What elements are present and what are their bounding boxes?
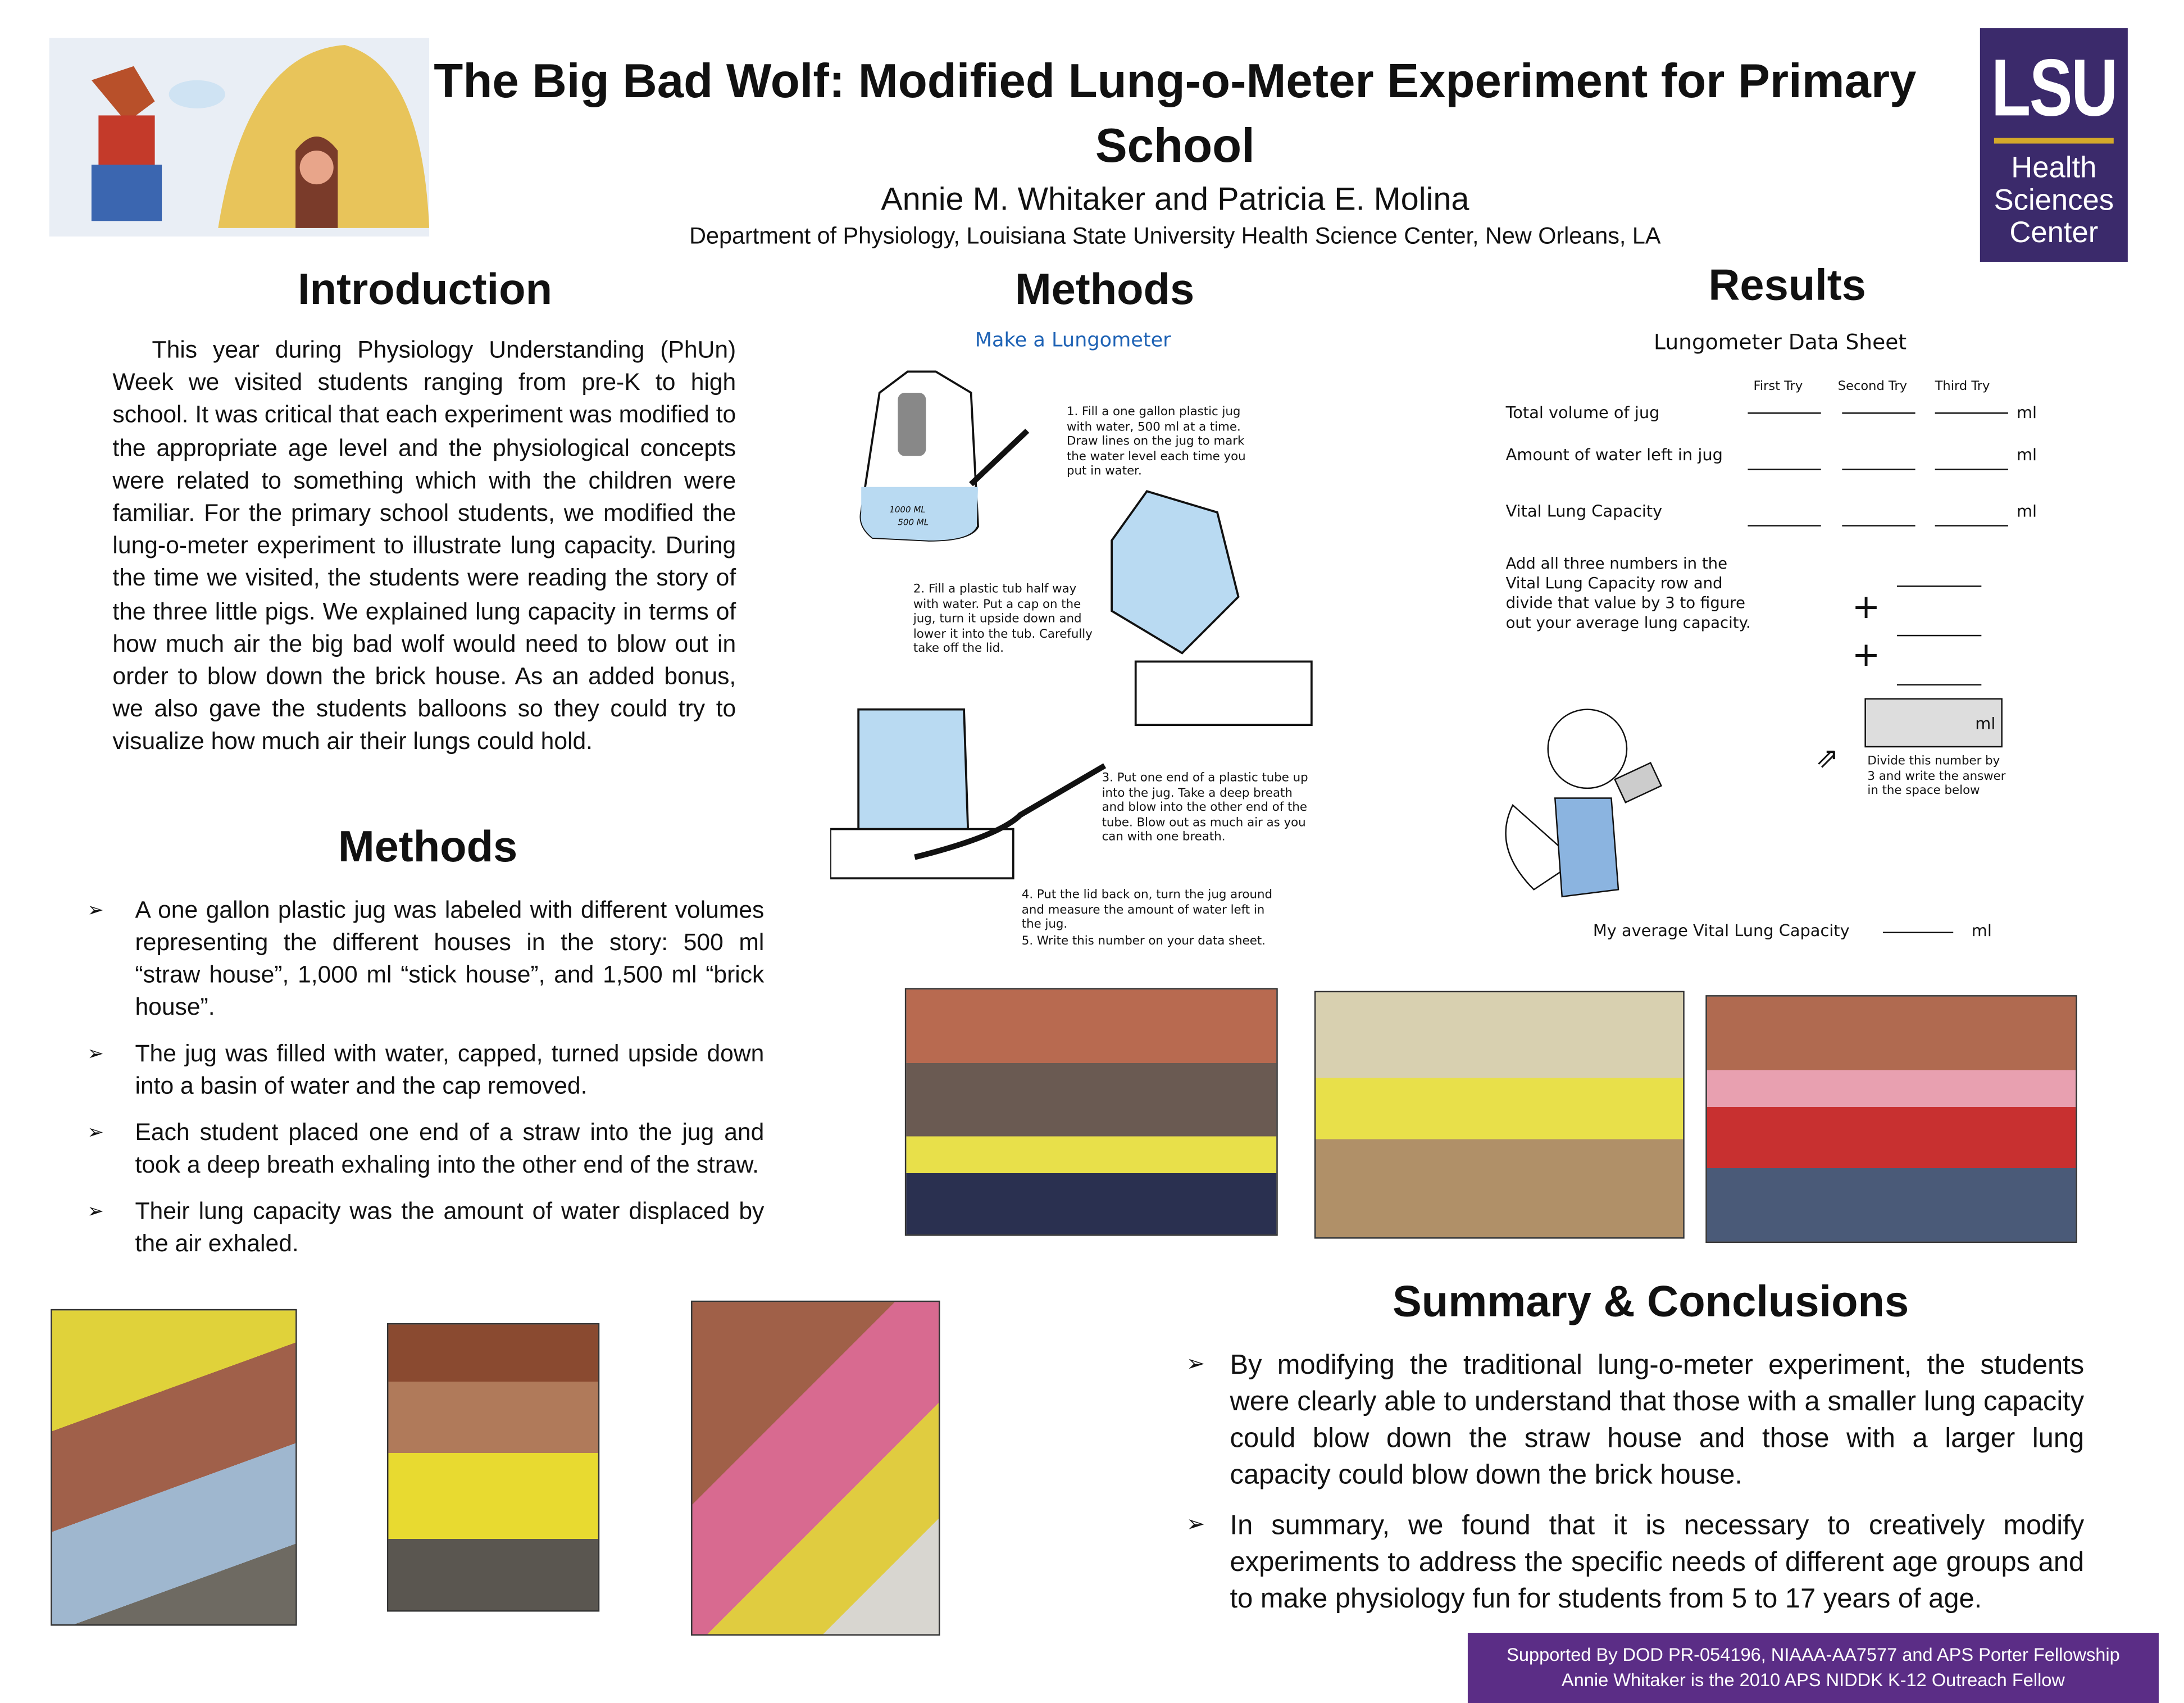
photo-presenter-with-jugs	[387, 1323, 599, 1612]
summary-bullet: ➢ By modifying the traditional lung-o-meter experiment, the students were clearly able to understand that those with a smaller lung capacity could blow down the straw house and those with a larger lung capacity could blow down the brick house.	[1186, 1347, 2084, 1493]
arrow-bullet-icon: ➢	[1186, 1513, 1205, 1537]
lungometer-diagram	[830, 329, 1316, 957]
column-first-try: First Try	[1753, 380, 1803, 394]
arrow-bullet-icon: ➢	[87, 898, 104, 921]
squirrel-illustration	[1492, 664, 1689, 910]
introduction-heading: Introduction	[298, 264, 553, 314]
photo-children-with-balloons	[905, 988, 1278, 1236]
introduction-body: This year during Physiology Understanding (PhUn) Week we visited students ranging from pre-K to high school. It was critical that each experiment was modified to the appropriate age level and the physiological concepts were related to something which with the children were familiar. For the primary school students, we modified the lung-o-meter experiment to illustrate lung capacity. During the time we visited, the students were reading the story of the three little pigs. We explained lung capacity in terms of how much air the big bad wolf would need to blow out in order to blow down the brick house. As an added bonus, we also gave the students balloons so they could try to visualize how much air their lungs could hold.	[112, 336, 736, 755]
summary-heading: Summary & Conclusions	[1392, 1277, 1909, 1326]
fellowship-line: Annie Whitaker is the 2010 APS NIDDK K-12 Outreach Fellow	[1561, 1669, 2065, 1691]
lsu-logo	[1980, 28, 2128, 262]
photo-children-blowing-balloons	[1705, 995, 2077, 1243]
poster-title: The Big Bad Wolf: Modified Lung-o-Meter Experiment for Primary School	[434, 55, 1917, 174]
arrow-icon: ⇗	[1815, 740, 1839, 774]
photo-gym-activity	[1314, 991, 1685, 1239]
summary-bullets	[1186, 1347, 2084, 1631]
summary-bullet: ➢ In summary, we found that it is necessary to creatively modify experiments to address the specific needs of different age groups and to make physiology fun for students from 5 to 17 years of age.	[1186, 1507, 2084, 1617]
lsu-logo-line: Sciences	[1994, 184, 2114, 217]
row-vital-capacity: Vital Lung Capacity	[1505, 501, 1663, 521]
jug-mark: 1000 ML	[889, 505, 926, 515]
arrow-bullet-icon: ➢	[87, 1199, 104, 1222]
unit-ml: ml	[1971, 920, 1992, 941]
step-3: 3. Put one end of a plastic tube up into the jug. Take a deep breath and blow into the other end of the tube. Blow out as much air as you can with one breath.	[1102, 771, 1308, 845]
sum-box: ml	[1864, 698, 2003, 748]
arrow-bullet-icon: ➢	[1186, 1352, 1205, 1377]
lsu-logo-line: Center	[2009, 216, 2099, 249]
lsu-logo-line: Health	[2011, 152, 2097, 185]
average-label: My average Vital Lung Capacity	[1593, 920, 1850, 941]
department: Department of Physiology, Louisiana State University Health Science Center, New Orleans, LA	[689, 224, 1661, 249]
lsu-logo-letters: LSU	[1991, 41, 2117, 133]
arrow-bullet-icon: ➢	[87, 1041, 104, 1064]
methods-center-heading: Methods	[1014, 264, 1195, 314]
instruction-text: Add all three numbers in the Vital Lung Capacity row and divide that value by 3 to figure out your average lung capacity.	[1505, 555, 1751, 632]
photo-volunteer-with-child	[51, 1309, 297, 1626]
divide-note: Divide this number by 3 and write the answer in the space below	[1867, 754, 2006, 798]
photo-children-at-table	[691, 1301, 940, 1636]
methods-bullet: ➢ A one gallon plastic jug was labeled with different volumes representing the different houses in the story: 500 ml “straw house”, 1,000 ml “stick house”, and 1,500 ml “brick house”.	[87, 894, 764, 1023]
methods-bullet: ➢ Their lung capacity was the amount of water displaced by the air exhaled.	[87, 1195, 764, 1260]
unit-ml: ml	[2016, 501, 2037, 521]
step-2: 2. Fill a plastic tub half way with water. Put a cap on the jug, turn it upside down and lower it into the tub. Carefully take off the lid.	[913, 583, 1093, 656]
methods-bullet: ➢ Each student placed one end of a straw into the jug and took a deep breath exhaling into the other end of the straw.	[87, 1116, 764, 1181]
arrow-bullet-icon: ➢	[87, 1120, 104, 1143]
row-water-left: Amount of water left in jug	[1505, 444, 1723, 465]
step-4: 4. Put the lid back on, turn the jug around and measure the amount of water left in the jug.	[1021, 888, 1273, 932]
average-blank	[1883, 932, 1953, 933]
authors: Annie M. Whitaker and Patricia E. Molina	[881, 180, 1469, 217]
lsu-logo-bar	[1994, 138, 2114, 144]
blank-lines	[1748, 411, 2008, 526]
lungometer-data-sheet	[1492, 329, 2055, 957]
plus-sign: +	[1851, 587, 1881, 626]
funding-line: Supported By DOD PR-054196, NIAAA-AA7577 and APS Porter Fellowship	[1507, 1644, 2120, 1665]
funding-footer	[1468, 1633, 2159, 1703]
plus-sign: +	[1851, 634, 1881, 674]
column-second-try: Second Try	[1837, 380, 1908, 394]
results-heading: Results	[1708, 260, 1866, 310]
wolf-illustration	[49, 38, 429, 237]
data-sheet-title: Lungometer Data Sheet	[1654, 329, 1907, 355]
methods-bullets	[87, 894, 764, 1274]
row-total-volume: Total volume of jug	[1505, 402, 1660, 423]
sum-lines	[1897, 569, 1981, 685]
unit-ml: ml	[2016, 444, 2037, 465]
step-1: 1. Fill a one gallon plastic jug with water, 500 ml at a time. Draw lines on the jug to mark the water level each time you put in water.	[1066, 405, 1246, 479]
methods-bullet: ➢ The jug was filled with water, capped, turned upside down into a basin of water and the cap removed.	[87, 1037, 764, 1102]
step-5: 5. Write this number on your data sheet.	[1021, 934, 1266, 949]
column-third-try: Third Try	[1935, 380, 1990, 394]
diagram-title: Make a Lungometer	[975, 329, 1171, 352]
jug-mark: 500 ML	[898, 517, 929, 528]
unit-ml: ml	[2016, 402, 2037, 423]
methods-heading: Methods	[338, 822, 518, 871]
